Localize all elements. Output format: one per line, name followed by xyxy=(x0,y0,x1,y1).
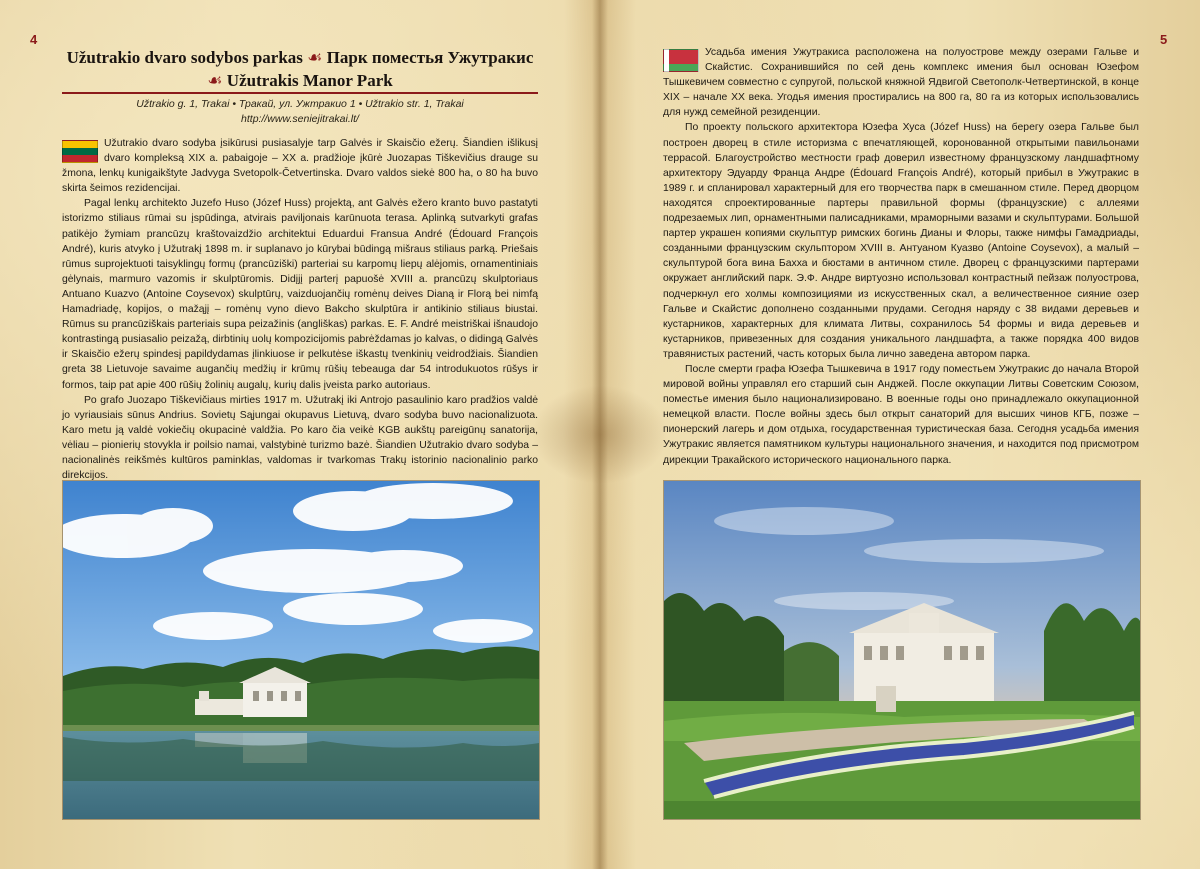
paragraph xyxy=(62,136,538,196)
paragraph: Po grafo Juozapo Tiškevičiaus mirties 1917 m. Užutrakį iki Antrojo pasaulinio karo pradžios valdė jo vyriausiais sūnus Andrius. Sovietų Sąjungai okupavus Lietuvą, dvaro sodyba buvo nacionalizuota. Karo metu ją valdė vokiečių okupacinė valdžia. Po karo čia veikė KGB aukštų pareigūnų sanatorija, vėliau – pionierių stovykla ir poilsio namai, valstybinė turizmo bazė. Šiandien Užutrakio dvaro sodyba – nacionalinės reikšmės kultūros paminklas, valdomas ir tvarkomas Trakų istorinio nacionalinio parko direkcijos. xyxy=(62,394,538,482)
page-number-left: 4 xyxy=(30,32,38,47)
paragraph-text: Užutrakio dvaro sodyba įsikūrusi pusiasalyje tarp Galvės ir Skaisčio ežerų. Šiandien išlikusį dvaro kompleksą XIX a. pabaigoje – XX a. pradžioje įkūrė Juozapas Tiškevičius drauge su žmona, lenkų kunigaikštyte Jadvyga Svetopolk-Četvertinska. Dvaro valdos siekė 800 ha, o 80 ha buvo skirta šeimos rezidencijai. xyxy=(62,138,538,195)
ornament-icon: ☙ xyxy=(207,71,223,90)
page-number-right: 5 xyxy=(1160,32,1168,47)
lithuania-flag-icon xyxy=(62,140,98,163)
paragraph xyxy=(663,45,1139,120)
lithuanian-text xyxy=(62,136,538,483)
paragraph-text: Усадьба имения Ужутракиса расположена на полуострове между озерами Гальве и Скайстис. Сохранившийся по сей день комплекс имения был основан Юзефом Тышкевичем совместно с супругой, польской княжной Ядвигой Светополк-Четвертинской, в конце XIX – начале XX века. Угодья имения простирались на 800 га, 80 га из которых использовались для нужд семейной резиденции. xyxy=(663,47,1139,119)
address-line: Užtrakio g. 1, Trakai • Тракай, ул. Ужтракио 1 • Užtrakio str. 1, Trakai xyxy=(136,98,464,110)
paragraph: После смерти графа Юзефа Тышкевича в 1917 году поместьем Ужутракис до начала Второй мировой войны управлял его старший сын Анджей. После оккупации Литвы Советским Союзом, поместье имения было национализировано. В военные годы оно принадлежало оккупационной немецкой власти. После войны здесь был открыт санаторий для высших чинов КГБ, позже – пионерский лагерь и дом отдыха, государственная туристическая база. Сегодня усадьба имения Ужутракис является памятником культуры национального значения, и находится под присмотром дирекции Тракайского исторического национального парка. xyxy=(663,363,1139,466)
title-lt: Užutrakio dvaro sodybos parkas xyxy=(66,48,303,67)
belarus-flag-icon xyxy=(663,49,699,72)
title-divider xyxy=(62,92,538,94)
manor-lake-photo xyxy=(62,480,540,820)
book-spine xyxy=(592,0,608,869)
address-block xyxy=(62,97,538,127)
title-en: Užutrakis Manor Park xyxy=(226,71,393,90)
website-link[interactable]: http://www.seniejitrakai.lt/ xyxy=(241,113,359,125)
ornament-icon: ☙ xyxy=(307,48,323,67)
article-title xyxy=(62,46,538,92)
paragraph: Pagal lenkų architekto Juzefo Huso (Józef Huss) projektą, ant Galvės ežero kranto buvo pastatyti istorizmo stiliaus rūmai su įspūdinga, atvirais paviljonais karūnuota terasa. Aplinką sutvarkyti grafas patikėjo žymiam prancūzų kraštovaizdžio architektui Eduardui Fransua André (Édouard François André), kuris atvyko į Užutrakį 1898 m. ir suplanavo jo kūrybai būdingą mišraus stiliaus parką. Priešais rūmus suprojektuoti taisyklingų formų (prancūziški) parteriai su karpomų liepų alėjomis, ornamentiniais gėlynais, marmuro vazomis ir skulptūromis. Didįjį parterį papuošė XVIII a. prancūzų skulptoriaus Antuano Kuazvo (Antoine Coysevox) skulptūrų, vaizduojančių romėnų deives Dianą ir Florą bei nimfą Hamadriadę, kopijos, o mažąjį – romėnų vyno dievo Bakcho skulptūra ir antikinio stiliaus biustai. Rūmus su prancūziškais parteriais supa peizažinis (angliškas) parkas. E. F. André meistriškai išnaudojo kontrastingą pusiasalio peizažą, dirbtinių uolų kompozicijomis pabrėždamas jo kalvas, o didingą Galvės ir Skaisčio ežerų spindesį papildydamas įlinkiuose ir pelkutėse iškastų tvenkinių veidrodžiais. Šiandien greta 38 Lietuvoje savaime augančių medžių ir krūmų rūšių tebeauga dar 54 introdukuotos rūšys ir formos, taip pat apie 400 rūšių žolinių augalų, kurių dalis įveista parko autoriaus. xyxy=(62,198,538,391)
russian-text xyxy=(663,45,1139,468)
manor-garden-photo xyxy=(663,480,1141,820)
paragraph: По проекту польского архитектора Юзефа Хуса (Józef Huss) на берегу озера Гальве был построен дворец в стиле историзма с впечатляющей, коронованной открытыми павильонами террасой. Благоустройство местности граф доверил известному французскому ландшафтному архитектору Эдуарду Франца Андре (Édouard François André), который прибыл в Ужутракис в 1989 г. и спланировал характерный для его творчества парк в смешанном стиле. Перед дворцом находятся спроектированные партеры правильной формы (французские) с аллеями подрезаемых лип, орнаментными палисадниками, мраморными вазами и скульптурами. Большой партер украшен копиями скульптур римских богинь Дианы и Флоры, также нимфы Гамадриады, созданными французским скульптором XVIII в. Антуаном Куазво (Antoine Coysevox), а малый – скульптурой бога вина Бахха и бюстами в античном стиле. Дворец с французскими партерами окружает английский парк. Э.Ф. Андре виртуозно использовал контрастный пейзаж полуострова, подчеркнул его холмы композициями из искусственных скал, а величественное сияние озер Гальве и Скайстис дополнено созданными прудами. Сегодня наряду с 38 видами деревьев и кустарников, характерных для климата Литвы, сохранилось 54 формы и вида деревьев и кустарников, привезенных для создания уникального ландшафта, а также порядка 400 видов травянистых растений, часть которых была лично заведена автором парка. xyxy=(663,122,1140,360)
title-ru: Парк поместья Ужутракис xyxy=(326,48,534,67)
